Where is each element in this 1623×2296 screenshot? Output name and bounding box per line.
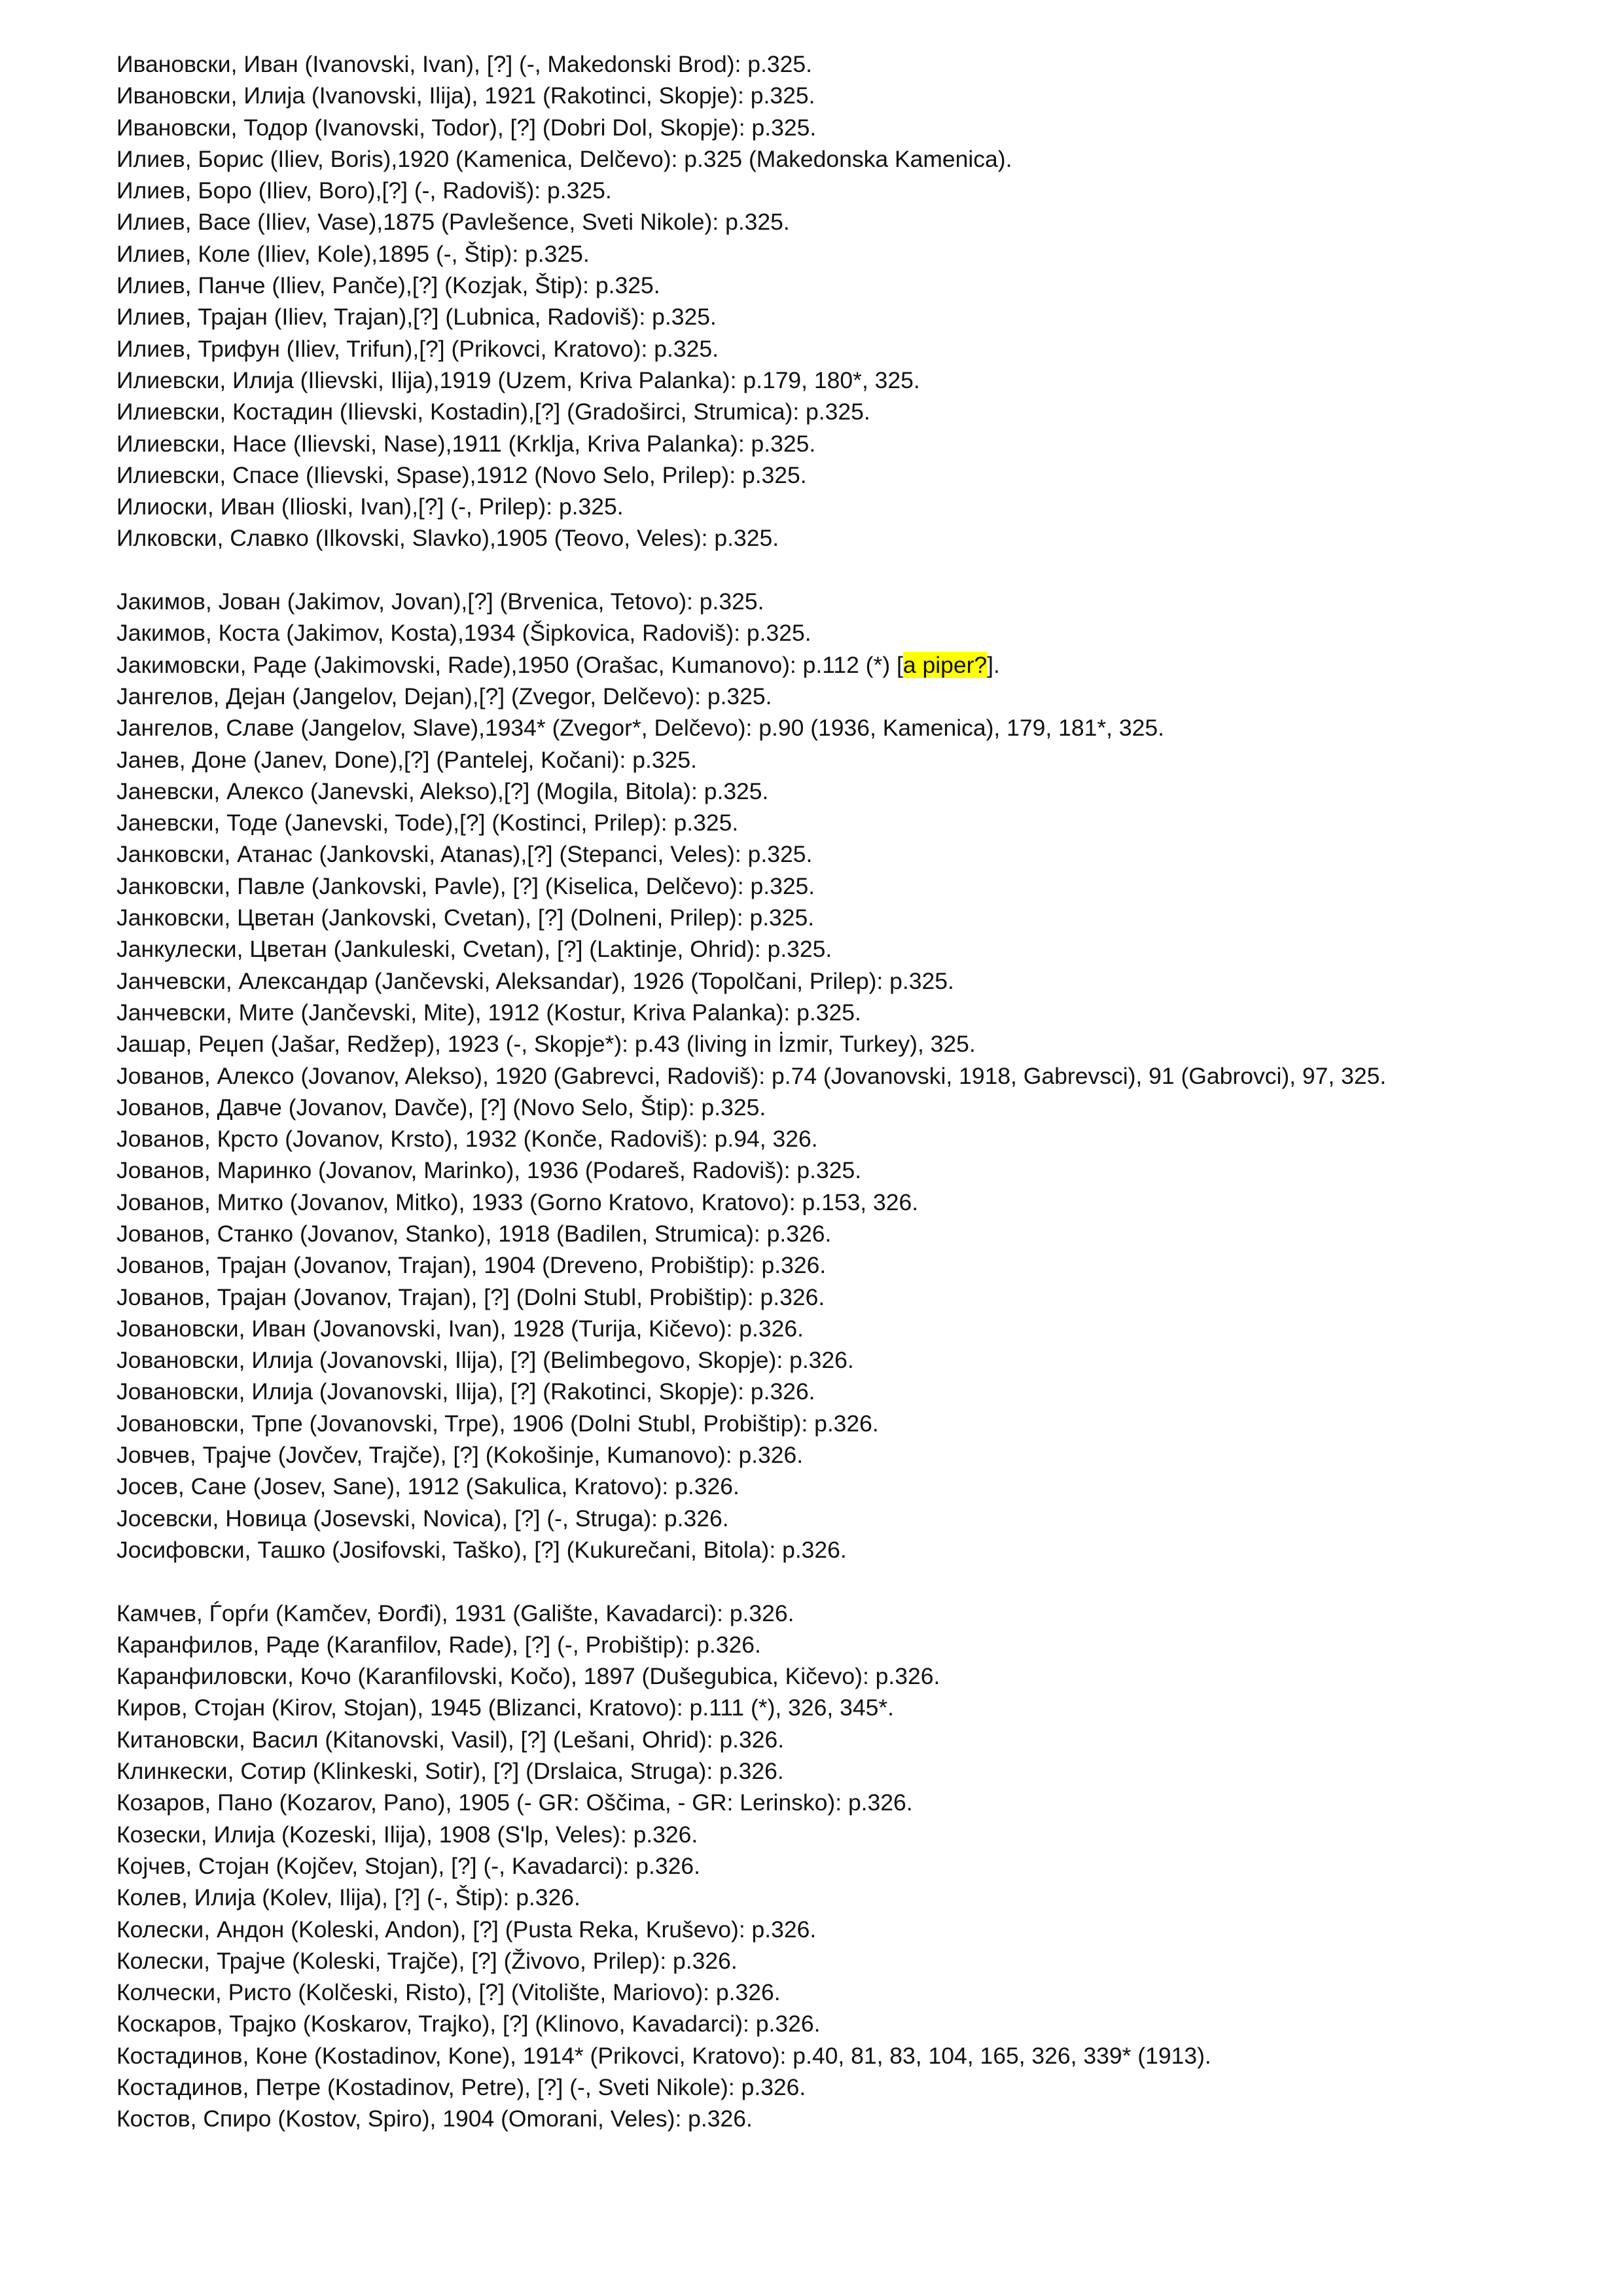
index-entry: Клинкески, Сотир (Klinkeski, Sotir), [?] (Drslaica, Struga): p.326. (116, 1758, 784, 1785)
index-entry: Илиев, Панче (Iliev, Panče),[?] (Kozjak, Štip): p.325. (116, 272, 660, 299)
index-entry: Јанчевски, Мите (Jančevski, Mite), 1912 (Kostur, Kriva Palanka): p.325. (116, 999, 861, 1026)
index-entry: Јосевски, Новица (Josevski, Novica), [?] (-, Struga): p.326. (116, 1505, 729, 1532)
index-entry: Камчев, Ѓорѓи (Kamčev, Đorđi), 1931 (Galište, Kavadarci): p.326. (116, 1600, 794, 1626)
index-entry: Јашар, Реџеп (Jašar, Redžep), 1923 (-, Skopje*): p.43 (living in İzmir, Turkey), 325. (116, 1031, 976, 1058)
index-entry: Ивановски, Илија (Ivanovski, Ilija), 1921 (Rakotinci, Skopje): p.325. (116, 82, 815, 109)
index-entry: Илиоски, Иван (Ilioski, Ivan),[?] (-, Prilep): p.325. (116, 493, 624, 520)
index-entry: Јованов, Маринко (Jovanov, Marinko), 1936 (Podareš, Radoviš): p.325. (116, 1157, 862, 1184)
index-entry: Јовановски, Иван (Jovanovski, Ivan), 1928 (Turija, Kičevo): p.326. (116, 1315, 804, 1342)
index-entry: Китановски, Васил (Kitanovski, Vasil), [?] (Lešani, Ohrid): p.326. (116, 1726, 785, 1753)
index-entry: Јовановски, Илија (Jovanovski, Ilija), [?] (Rakotinci, Skopje): p.326. (116, 1378, 815, 1405)
index-entry: Јангелов, Славе (Jangelov, Slave),1934* (Zvegor*, Delčevo): p.90 (1936, Kamenica), 179, 181*, 325. (116, 715, 1164, 742)
index-entry: Јакимов, Јован (Jakimov, Jovan),[?] (Brvenica, Tetovo): p.325. (116, 588, 764, 615)
index-entry: Јовановски, Трпе (Jovanovski, Trpe), 1906 (Dolni Stubl, Probištip): p.326. (116, 1410, 879, 1437)
index-entry: Костадинов, Коне (Kostadinov, Kone), 1914* (Prikovci, Kratovo): p.40, 81, 83, 104, 165, 326, 339* (1913). (116, 2042, 1211, 2069)
index-entry: Илиев, Боро (Iliev, Boro),[?] (-, Radoviš): p.325. (116, 177, 612, 204)
index-entry: Колески, Трајче (Koleski, Trajče), [?] (Živovo, Prilep): p.326. (116, 1947, 738, 1974)
index-entry: Јаневски, Тоде (Janevski, Tode),[?] (Kostinci, Prilep): p.325. (116, 810, 739, 836)
index-entry: Јосифовски, Ташко (Josifovski, Taško), [?] (Kukurečani, Bitola): p.326. (116, 1536, 847, 1563)
index-entry: Јосев, Сане (Josev, Sane), 1912 (Sakulica, Kratovo): p.326. (116, 1473, 740, 1500)
entry-text: Јакимовски, Раде (Jakimovski, Rade),1950 (Orašac, Kumanovo): p.112 (*) [ (116, 651, 903, 678)
index-entry: Јованов, Трајан (Jovanov, Trajan), 1904 (Dreveno, Probištip): p.326. (116, 1252, 827, 1279)
index-entry: Ивановски, Тодор (Ivanovski, Todor), [?] (Dobri Dol, Skopje): p.325. (116, 114, 817, 141)
index-entry: Илиев, Трајан (Iliev, Trajan),[?] (Lubnica, Radoviš): p.325. (116, 304, 717, 331)
index-section (116, 586, 1582, 1566)
index-entry: Козаров, Пано (Kozarov, Pano), 1905 (- GR: Oščima, - GR: Lerinsko): p.326. (116, 1789, 913, 1816)
index-entry: Илковски, Славко (Ilkovski, Slavko),1905 (Teovo, Veles): p.325. (116, 525, 779, 552)
index-entry: Илиев, Борис (Iliev, Boris),1920 (Kamenica, Delčevo): p.325 (Makedonska Kamenica). (116, 145, 1012, 172)
index-entry: Јованов, Станко (Jovanov, Stanko), 1918 (Badilen, Strumica): p.326. (116, 1220, 832, 1247)
index-entry: Киров, Стојан (Kirov, Stojan), 1945 (Blizanci, Kratovo): p.111 (*), 326, 345*. (116, 1695, 895, 1721)
index-entry: Јанев, Доне (Janev, Done),[?] (Pantelej, Kočani): p.325. (116, 746, 697, 773)
index-page (116, 48, 1582, 2135)
index-entry (116, 649, 1582, 681)
index-entry: Јованов, Давче (Jovanov, Davče), [?] (Novo Selo, Štip): p.325. (116, 1094, 766, 1121)
index-entry: Колев, Илија (Kolev, Ilija), [?] (-, Štip): p.326. (116, 1884, 580, 1911)
index-entry: Каранфилов, Раде (Karanfilov, Rade), [?] (-, Probištip): p.326. (116, 1631, 761, 1658)
index-entry: Јованов, Митко (Jovanov, Mitko), 1933 (Gorno Kratovo, Kratovo): p.153, 326. (116, 1189, 919, 1215)
index-entry: Јованов, Крсто (Jovanov, Krsto), 1932 (Konče, Radoviš): p.94, 326. (116, 1126, 818, 1153)
index-entry: Илиевски, Насе (Ilievski, Nase),1911 (Krklja, Kriva Palanka): p.325. (116, 430, 816, 457)
index-entry: Илиев, Трифун (Iliev, Trifun),[?] (Prikovci, Kratovo): p.325. (116, 335, 719, 362)
index-entry: Коскаров, Трајко (Koskarov, Trajko), [?] (Klinovo, Kavadarci): p.326. (116, 2011, 821, 2037)
index-entry: Јанчевски, Александар (Jančevski, Aleksandar), 1926 (Topolčani, Prilep): p.325. (116, 967, 954, 994)
index-entry: Костадинов, Петре (Kostadinov, Petre), [?] (-, Sveti Nikole): p.326. (116, 2074, 806, 2100)
highlighted-note: a piper? (902, 651, 988, 678)
entry-text: ]. (987, 651, 1000, 678)
index-entry: Илиев, Васе (Iliev, Vase),1875 (Pavlešence, Sveti Nikole): p.325. (116, 209, 790, 236)
index-section (116, 1598, 1582, 2135)
index-entry: Каранфиловски, Кочо (Karanfilovski, Kočo), 1897 (Dušegubica, Kičevo): p.326. (116, 1663, 940, 1690)
index-entry: Јангелов, Дејан (Jangelov, Dejan),[?] (Zvegor, Delčevo): p.325. (116, 683, 772, 709)
index-entry: Јакимов, Коста (Jakimov, Kosta),1934 (Šipkovica, Radoviš): p.325. (116, 620, 812, 647)
index-entry: Јанковски, Цветан (Jankovski, Cvetan), [?] (Dolneni, Prilep): p.325. (116, 905, 815, 931)
index-entry: Илиев, Коле (Iliev, Kole),1895 (-, Štip): p.325. (116, 240, 590, 267)
index-entry: Колески, Андон (Koleski, Andon), [?] (Pusta Reka, Kruševo): p.326. (116, 1916, 817, 1943)
index-entry: Козески, Илија (Kozeski, Ilija), 1908 (S'lp, Veles): p.326. (116, 1821, 698, 1848)
index-entry: Којчев, Стојан (Kojčev, Stojan), [?] (-, Kavadarci): p.326. (116, 1852, 700, 1879)
index-entry: Костов, Спиро (Kostov, Spiro), 1904 (Omorani, Veles): p.326. (116, 2106, 753, 2132)
index-entry: Јаневски, Алексо (Janevski, Alekso),[?] (Mogila, Bitola): p.325. (116, 778, 769, 804)
index-entry: Јанковски, Павле (Jankovski, Pavle), [?] (Kiselica, Delčevo): p.325. (116, 872, 815, 899)
index-entry: Јовановски, Илија (Jovanovski, Ilija), [?] (Belimbegovo, Skopje): p.326. (116, 1347, 854, 1374)
index-entry: Јанкулески, Цветан (Jankuleski, Cvetan), [?] (Laktinje, Ohrid): p.325. (116, 936, 832, 963)
index-entry: Илиевски, Спасе (Ilievski, Spase),1912 (Novo Selo, Prilep): p.325. (116, 461, 807, 488)
index-entry: Илиевски, Костадин (Ilievski, Kostadin),[?] (Gradoširci, Strumica): p.325. (116, 399, 870, 425)
index-entry: Јовчев, Трајче (Jovčev, Trajče), [?] (Kokošinje, Kumanovo): p.326. (116, 1442, 804, 1469)
index-entry: Илиевски, Илија (Ilievski, Ilija),1919 (Uzem, Kriva Palanka): p.179, 180*, 325. (116, 367, 920, 393)
index-entry: Јованов, Трајан (Jovanov, Trajan), [?] (Dolni Stubl, Probištip): p.326. (116, 1283, 825, 1310)
index-entry: Јанковски, Атанас (Jankovski, Atanas),[?] (Stepanci, Veles): p.325. (116, 841, 813, 868)
index-section (116, 48, 1582, 554)
index-entry: Јованов, Алексо (Jovanov, Alekso), 1920 (Gabrevci, Radoviš): p.74 (Jovanovski, 1918, Gabrevsci), 91 (Gabrovci), 97, 325. (116, 1062, 1387, 1089)
index-entry: Колчески, Ристо (Kolčeski, Risto), [?] (Vitolište, Mariovo): p.326. (116, 1979, 781, 2006)
index-entry: Ивановски, Иван (Ivanovski, Ivan), [?] (-, Makedonski Brod): p.325. (116, 51, 812, 77)
